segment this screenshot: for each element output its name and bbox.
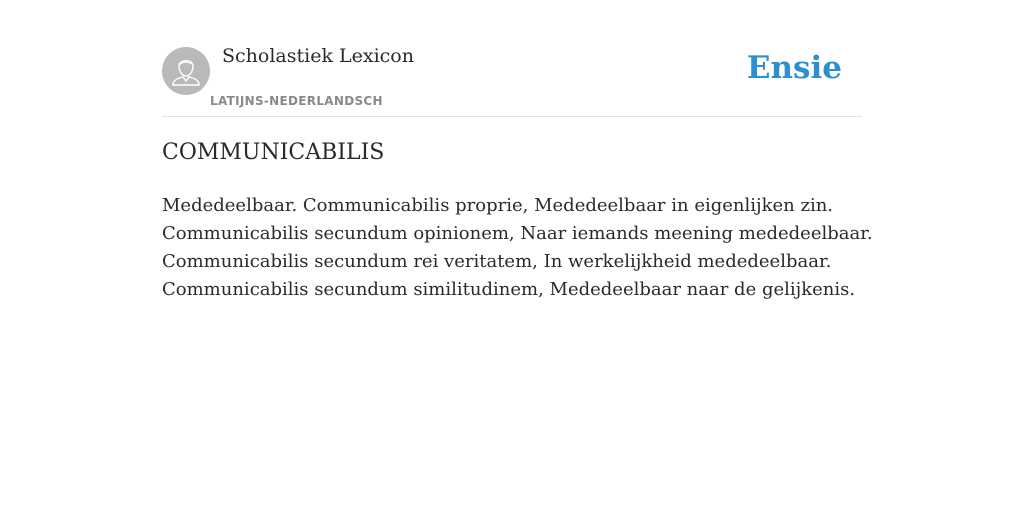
entry-title: COMMUNICABILIS bbox=[162, 140, 385, 165]
source-title-link[interactable]: Scholastiek Lexicon bbox=[222, 45, 414, 67]
avatar[interactable] bbox=[162, 47, 210, 95]
definition-line: Mededeelbaar. Communicabilis proprie, Mededeelbaar in eigenlijken zin. bbox=[162, 195, 834, 216]
source-header bbox=[162, 0, 862, 117]
entry-definition bbox=[162, 192, 873, 304]
definition-line: Communicabilis secundum opinionem, Naar iemands meening mededeelbaar. bbox=[162, 223, 873, 244]
definition-line: Communicabilis secundum rei veritatem, In werkelijkheid mededeelbaar. bbox=[162, 251, 832, 272]
source-subtitle: LATIJNS-NEDERLANDSCH bbox=[210, 94, 383, 108]
ensie-logo[interactable]: Ensie bbox=[746, 50, 842, 86]
user-silhouette-icon bbox=[162, 47, 210, 95]
definition-line: Communicabilis secundum similitudinem, Mededeelbaar naar de gelijkenis. bbox=[162, 279, 856, 300]
